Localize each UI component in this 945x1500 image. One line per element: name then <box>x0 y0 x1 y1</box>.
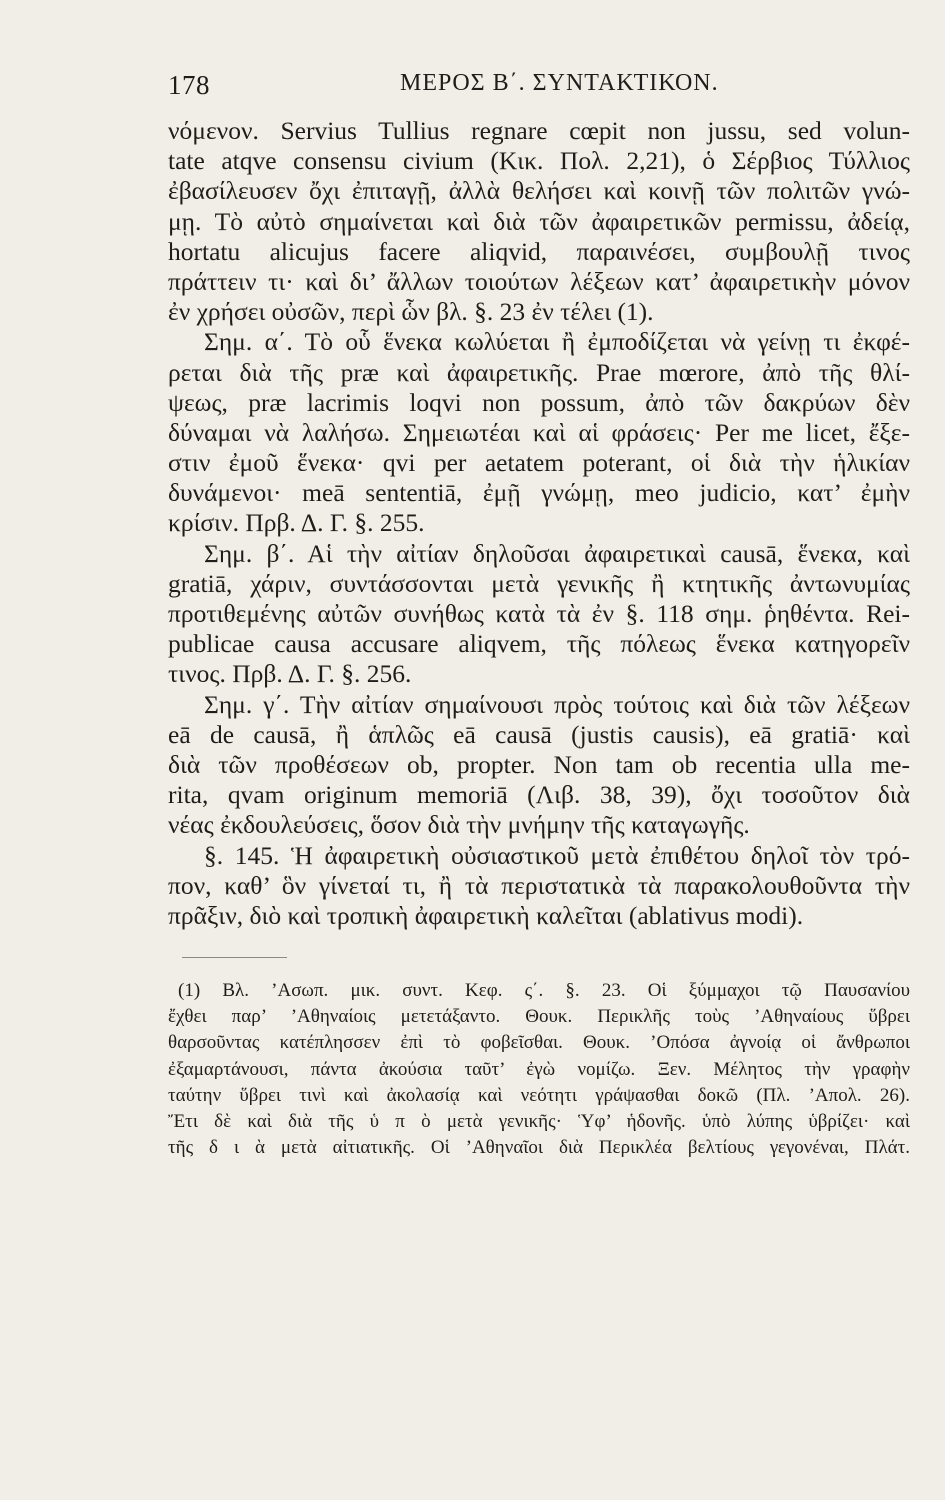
section-first-line: §. 145. Ἡ ἀφαιρετικὴ οὐσιαστικοῦ μετὰ ἐπιθέτου δηλοῖ τὸν τρό- <box>204 840 910 870</box>
footnote-line: ἔχθει παρ’ ’Αθηναίοις μετετάξαντο. Θουκ. Περικλῆς τοὺς ’Αθηναίους ὕβρει <box>168 1006 910 1028</box>
text-line: tate atqve consensu civium (Κικ. Πολ. 2,21), ὁ Σέρβιος Τύλλιος <box>168 146 910 176</box>
note-first-line: Σημ. γ΄. Τὴν αἰτίαν σημαίνουσι πρὸς τούτοις καὶ διὰ τῶν λέξεων <box>204 689 910 719</box>
text-line: hortatu alicujus facere aliqvid, παραινέσει, συμβουλῇ τινος <box>168 236 910 266</box>
footnote-line: ἐξαμαρτάνουσι, πάντα ἀκούσια ταῦτ’ ἐγὼ νομίζω. Ξεν. Μέλητος τὴν γραφὴν <box>168 1058 910 1080</box>
footnote-line: (1) Βλ. ’Ασωπ. μικ. συντ. Κεφ. ς΄. §. 23. Οἱ ξύμμαχοι τῷ Παυσανίου <box>178 980 910 1002</box>
text-line: πον, καθ’ ὃν γίνεταί τι, ἢ τὰ περιστατικὰ τὰ παρακολουθοῦντα τὴν <box>168 870 910 900</box>
footnote-line: ταύτην ὕβρει τινὶ καὶ ἀκολασίᾳ καὶ νεότητι γράψασθαι δοκῶ (Πλ. ’Απολ. 26). <box>168 1084 910 1106</box>
note-first-line: Σημ. α΄. Τὸ οὗ ἕνεκα κωλύεται ἢ ἐμποδίζεται νὰ γείνῃ τι ἐκφέ- <box>204 327 910 357</box>
text-line: δυνάμενοι· meā sententiā, ἐμῇ γνώμῃ, meo judicio, κατ’ ἐμὴν <box>168 478 910 508</box>
text-line: προτιθεμένης αὐτῶν συνήθως κατὰ τὰ ἐν §. 118 σημ. ῥηθέντα. Rei- <box>168 599 910 628</box>
text-line: νέας ἐκδουλεύσεις, ὅσον διὰ τὴν μνήμην τῆς καταγωγῆς. <box>168 810 750 840</box>
text-line: πρᾶξιν, διὸ καὶ τροπικὴ ἀφαιρετικὴ καλεῖται (ablativus modi). <box>168 900 804 930</box>
main-text <box>168 116 910 931</box>
footnote-line: τῆς δ ι ὰ μετὰ αἰτιατικῆς. Οἱ ’Αθηναῖοι διὰ Περικλέα βελτίους γεγονέναι, Πλάτ. <box>168 1137 910 1159</box>
book-page <box>168 70 910 1161</box>
text-line: gratiā, χάριν, συντάσσονται μετὰ γενικῆς ἢ κτητικῆς ἀντωνυμίας <box>168 568 910 598</box>
running-head: ΜΕΡΟΣ Β΄. ΣΥΝΤΑΚΤΙΚΟΝ. <box>400 70 719 96</box>
text-line: στιν ἐμοῦ ἕνεκα· qvi per aetatem poterant, οἱ διὰ τὴν ἡλικίαν <box>168 448 910 478</box>
text-line: μῃ. Τὸ αὐτὸ σημαίνεται καὶ διὰ τῶν ἀφαιρετικῶν permissu, ἀδείᾳ, <box>168 206 910 236</box>
footnote-line: Ἔτι δὲ καὶ διὰ τῆς ὑ π ὸ μετὰ γενικῆς· Ὑφ’ ἡδονῆς. ὑπὸ λύπης ὑβρίζει· καὶ <box>168 1111 910 1132</box>
text-line: τινος. Πρβ. Δ. Γ. §. 256. <box>168 659 412 689</box>
text-line: publicae causa accusare aliqvem, τῆς πόλεως ἕνεκα κατηγορεῖν <box>168 629 910 659</box>
note-first-line: Σημ. β΄. Αἱ τὴν αἰτίαν δηλοῦσαι ἀφαιρετικαὶ causā, ἕνεκα, καὶ <box>204 538 910 568</box>
page-number: 178 <box>168 70 210 100</box>
text-line: eā de causā, ἢ ἁπλῶς eā causā (justis causis), eā gratiā· καὶ <box>168 719 910 749</box>
text-line: ἐβασίλευσεν ὄχι ἐπιταγῇ, ἀλλὰ θελήσει καὶ κοινῇ τῶν πολιτῶν γνώ- <box>168 176 910 206</box>
footnote-line: θαρσοῦντας κατέπλησσεν ἐπὶ τὸ φοβεῖσθαι. Θουκ. ’Οπόσα ἀγνοίᾳ οἱ ἄνθρωποι <box>168 1032 910 1054</box>
text-line: νόμενον. Servius Tullius regnare cœpit non jussu, sed volun- <box>168 116 910 145</box>
footnotes <box>168 978 910 1161</box>
page-header <box>168 70 910 110</box>
text-line: ψεως, præ lacrimis loqvi non possum, ἀπὸ τῶν δακρύων δὲν <box>168 387 910 417</box>
text-line: δύναμαι νὰ λαλήσω. Σημειωτέαι καὶ αἱ φράσεις· Per me licet, ἔξε- <box>168 417 910 447</box>
footnote-rule <box>182 957 287 958</box>
text-line: πράττειν τι· καὶ δι’ ἄλλων τοιούτων λέξεων κατ’ ἀφαιρετικὴν μόνον <box>168 266 910 296</box>
text-line: κρίσιν. Πρβ. Δ. Γ. §. 255. <box>168 508 425 538</box>
text-line: ἐν χρήσει οὐσῶν, περὶ ὧν βλ. §. 23 ἐν τέλει (1). <box>168 297 654 327</box>
text-line: διὰ τῶν προθέσεων ob, propter. Non tam ob recentia ulla me- <box>168 749 910 779</box>
text-line: rita, qvam originum memoriā (Λιβ. 38, 39), ὄχι τοσοῦτον διὰ <box>168 780 910 810</box>
text-line: ρεται διὰ τῆς præ καὶ ἀφαιρετικῆς. Prae mœrore, ἀπὸ τῆς θλί- <box>168 357 910 387</box>
